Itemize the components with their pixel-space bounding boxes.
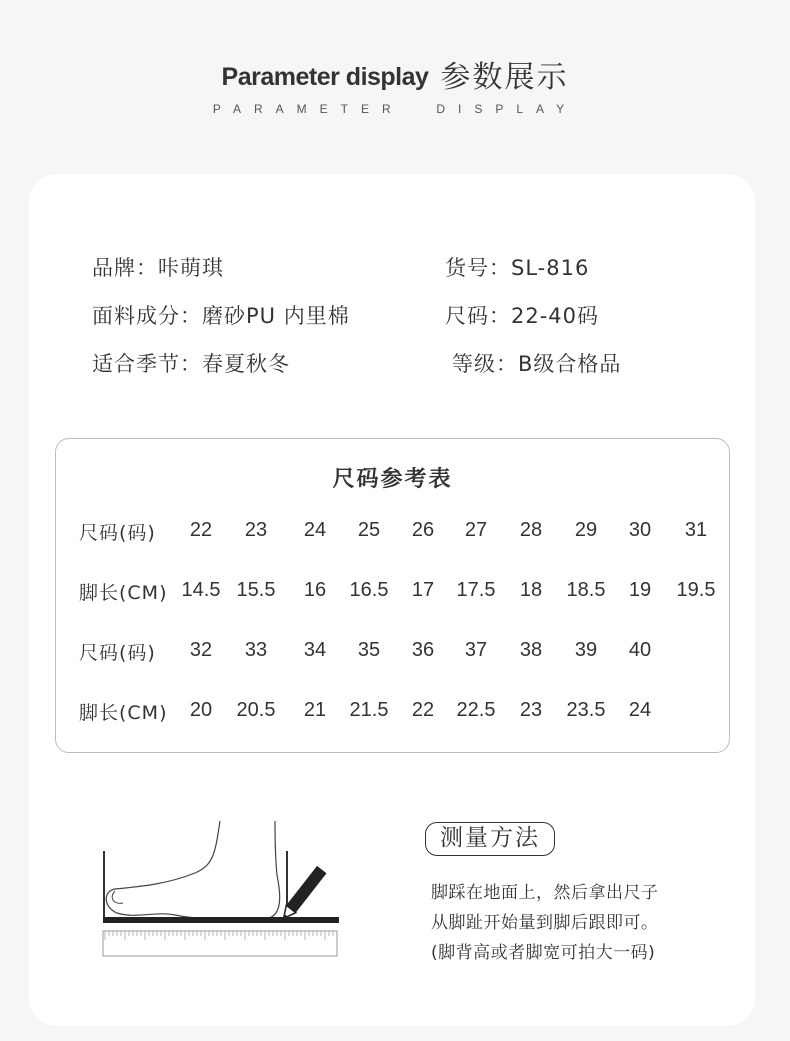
- size-cell: 18: [519, 579, 543, 601]
- size-cell: 38: [519, 639, 543, 661]
- method-line-3: (脚背高或者脚宽可拍大一码): [431, 943, 656, 963]
- size-cell: 24: [303, 519, 327, 541]
- size-cell: 23: [244, 519, 268, 541]
- foot-measure-icon: [95, 815, 345, 964]
- size-cell: 28: [519, 519, 543, 541]
- size-cell: 15.5: [236, 579, 276, 601]
- size-cell: 18.5: [566, 579, 606, 601]
- size-row-label: 尺码(码): [79, 522, 156, 544]
- size-cell: 17: [411, 579, 435, 601]
- param-season: 适合季节：春夏秋冬: [92, 352, 290, 376]
- title-chinese: 参数展示: [440, 60, 569, 95]
- size-cell: 30: [628, 519, 652, 541]
- size-cell: 32: [189, 639, 213, 661]
- size-cell: 17.5: [456, 579, 496, 601]
- size-cell: 22: [189, 519, 213, 541]
- size-cell: 29: [574, 519, 598, 541]
- size-cell: 24: [628, 699, 652, 721]
- size-cell: 37: [464, 639, 488, 661]
- param-item-no: 货号：SL-816: [445, 256, 590, 280]
- size-row-label: 脚长(CM): [79, 582, 168, 604]
- size-cell: 27: [464, 519, 488, 541]
- param-material: 面料成分：磨砂PU 内里棉: [92, 304, 350, 328]
- param-size-range: 尺码：22-40码: [445, 304, 600, 328]
- size-cell: 19: [628, 579, 652, 601]
- param-grade: 等级：B级合格品: [452, 352, 622, 376]
- method-title: 测量方法: [425, 822, 555, 856]
- size-cell: 22.5: [456, 699, 496, 721]
- size-cell: 39: [574, 639, 598, 661]
- page-subtitle: PARAMETER DISPLAY: [212, 102, 578, 116]
- size-cell: 36: [411, 639, 435, 661]
- method-line-2: 从脚趾开始量到脚后跟即可。: [431, 913, 659, 933]
- size-cell: 31: [684, 519, 708, 541]
- page-title: [0, 52, 790, 96]
- size-cell: 21: [303, 699, 327, 721]
- size-cell: 22: [411, 699, 435, 721]
- size-cell: 20: [189, 699, 213, 721]
- size-cell: 34: [303, 639, 327, 661]
- title-english: Parameter display: [221, 63, 429, 91]
- size-cell: 35: [357, 639, 381, 661]
- size-cell: 23: [519, 699, 543, 721]
- size-cell: 21.5: [349, 699, 389, 721]
- size-cell: 25: [357, 519, 381, 541]
- size-cell: 19.5: [676, 579, 716, 601]
- size-cell: 14.5: [181, 579, 221, 601]
- size-cell: 26: [411, 519, 435, 541]
- size-cell: 33: [244, 639, 268, 661]
- size-cell: 23.5: [566, 699, 606, 721]
- size-cell: 20.5: [236, 699, 276, 721]
- size-cell: 16: [303, 579, 327, 601]
- size-cell: 40: [628, 639, 652, 661]
- size-row-label: 尺码(码): [79, 642, 156, 664]
- param-brand: 品牌：咔萌琪: [92, 256, 224, 280]
- size-chart-title: 尺码参考表: [332, 467, 453, 492]
- method-line-1: 脚踩在地面上，然后拿出尺子: [431, 883, 659, 903]
- size-cell: 16.5: [349, 579, 389, 601]
- size-row-label: 脚长(CM): [79, 702, 168, 724]
